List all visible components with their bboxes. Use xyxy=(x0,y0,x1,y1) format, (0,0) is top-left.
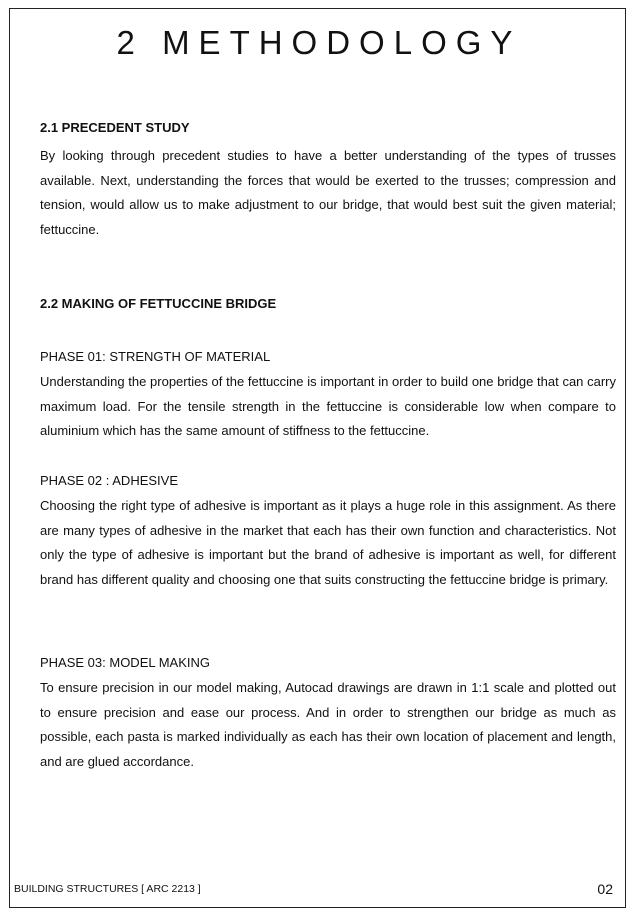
phase-02-paragraph: Choosing the right type of adhesive is important as it plays a huge role in this assignment. As there are many types of adhesive in the market that each has their own function and characteristics. Not only the type of adhesive is important but the brand of adhesive is important as well, for different brand has different quality and choosing one that suits constructing the fettuccine bridge is primary. xyxy=(40,498,616,587)
phase-01-label: PHASE 01: STRENGTH OF MATERIAL xyxy=(40,349,271,364)
phase-02-block xyxy=(40,471,616,592)
section-making-bridge xyxy=(40,294,616,314)
phase-02-label: PHASE 02 : ADHESIVE xyxy=(40,473,179,488)
section-heading-precedent: 2.1 PRECEDENT STUDY xyxy=(40,120,190,135)
section-heading-making: 2.2 MAKING OF FETTUCCINE BRIDGE xyxy=(40,296,277,311)
footer-course-label: BUILDING STRUCTURES [ ARC 2213 ] xyxy=(14,883,201,895)
page-title: 2 METHODOLOGY xyxy=(116,24,522,61)
phase-01-paragraph: Understanding the properties of the fettuccine is important in order to build one bridge that can carry maximum load. For the tensile strength in the fettuccine is considerable low when compare to aluminium which has the same amount of stiffness to the fettuccine. xyxy=(40,374,616,438)
phase-03-block xyxy=(40,653,616,774)
phase-03-paragraph: To ensure precision in our model making, Autocad drawings are drawn in 1:1 scale and plotted out to ensure precision and ease our process. And in order to strengthen our bridge as much as possible, each pasta is marked individually as each has their own location of placement and length, and are glued accordance. xyxy=(40,680,616,769)
section-precedent-study xyxy=(40,118,616,242)
phase-03-label: PHASE 03: MODEL MAKING xyxy=(40,655,211,670)
footer-page-number: 02 xyxy=(597,881,613,897)
paragraph-precedent: By looking through precedent studies to have a better understanding of the types of trusses available. Next, understanding the forces that would be exerted to the trusses; compression and tension, would allow us to make adjustment to our bridge, that would best suit the given material; fettuccine. xyxy=(40,148,616,237)
phase-01-block xyxy=(40,347,616,444)
